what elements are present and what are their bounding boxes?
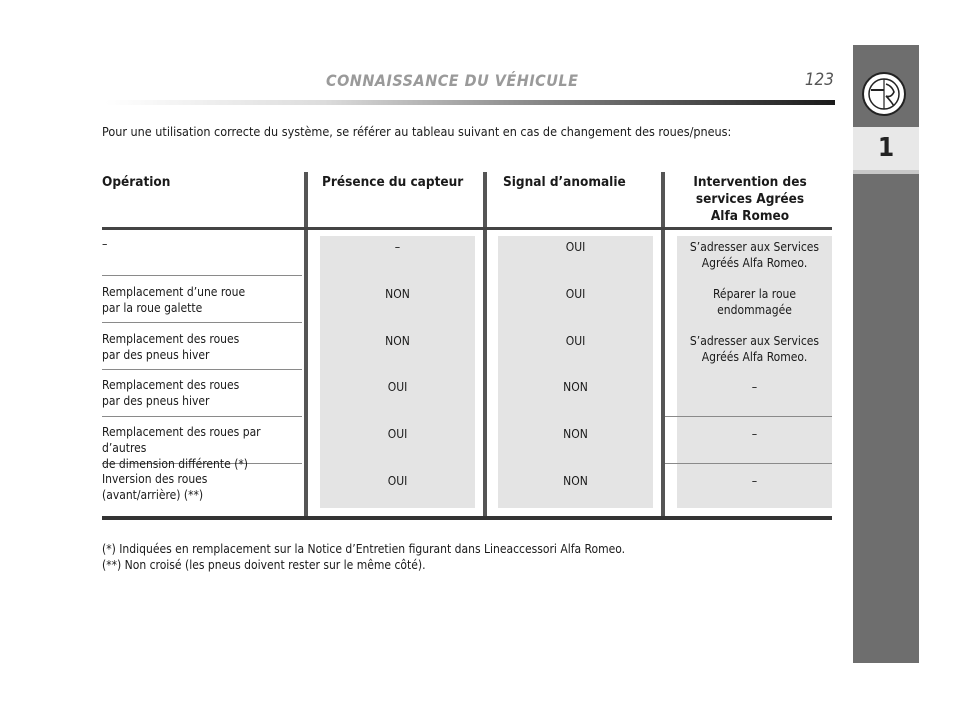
- section-title: CONNAISSANCE DU VÉHICULE: [326, 71, 579, 90]
- table-row-operation: [102, 424, 302, 472]
- table-header-rule: [102, 227, 832, 230]
- capteur-value: OUI: [387, 427, 408, 441]
- column-divider: [661, 172, 665, 516]
- column-divider: [304, 172, 308, 516]
- operation-line: Remplacement des roues par d’autres: [102, 425, 261, 455]
- header-intervention-line: services Agrées: [695, 191, 805, 207]
- table-row-operation: [102, 236, 302, 252]
- intervention-value: [677, 239, 832, 271]
- footnote: (**) Non croisé (les pneus doivent rester sur le même côté).: [102, 558, 426, 572]
- intervention-value: [677, 426, 832, 442]
- capteur-value: OUI: [387, 380, 408, 394]
- capteur-value: OUI: [387, 474, 408, 488]
- intervention-value: [677, 286, 832, 318]
- operation-line: –: [102, 237, 108, 251]
- signal-value: NON: [563, 380, 588, 394]
- capteur-column: [320, 236, 475, 508]
- capteur-value: NON: [385, 287, 410, 301]
- intervention-line: endommagée: [717, 303, 792, 317]
- header-intervention: [680, 174, 820, 225]
- header-rule: [105, 100, 835, 105]
- footnote: (*) Indiquées en remplacement sur la Notice d’Entretien figurant dans Lineaccessori Alfa Romeo.: [102, 542, 626, 556]
- column-divider: [483, 172, 487, 516]
- table-row-operation: [102, 377, 302, 409]
- intervention-value: [677, 473, 832, 489]
- signal-value: NON: [563, 474, 588, 488]
- header-operation: Opération: [102, 174, 171, 190]
- operation-line: Remplacement des roues: [102, 378, 240, 392]
- operation-line: Remplacement d’une roue: [102, 285, 246, 299]
- operation-line: de dimension différente (*): [102, 457, 249, 471]
- intervention-line: S’adresser aux Services: [689, 334, 820, 348]
- table-bottom-rule: [102, 516, 832, 520]
- capteur-value: NON: [385, 334, 410, 348]
- intervention-line: –: [751, 380, 758, 394]
- signal-column: [498, 236, 653, 508]
- operation-line: Remplacement des roues: [102, 332, 240, 346]
- row-divider: [102, 275, 302, 276]
- intervention-line: Agréés Alfa Romeo.: [701, 350, 808, 364]
- intervention-column: [677, 236, 832, 508]
- header-signal: Signal d’anomalie: [503, 174, 626, 190]
- intervention-line: –: [751, 474, 758, 488]
- signal-value: NON: [563, 427, 588, 441]
- alfa-romeo-logo-icon: [860, 70, 908, 118]
- row-divider: [102, 416, 302, 417]
- row-divider: [102, 369, 302, 370]
- table-row-operation: [102, 331, 302, 363]
- page-number: 123: [804, 70, 834, 90]
- intervention-line: Agréés Alfa Romeo.: [701, 256, 808, 270]
- signal-value: OUI: [565, 287, 586, 301]
- row-divider: [665, 463, 832, 464]
- chapter-number: 1: [877, 133, 895, 163]
- operation-line: par des pneus hiver: [102, 394, 210, 408]
- intervention-line: Réparer la roue: [712, 287, 797, 301]
- intervention-line: S’adresser aux Services: [689, 240, 820, 254]
- intervention-value: [677, 379, 832, 395]
- signal-value: OUI: [565, 240, 586, 254]
- operation-line: Inversion des roues: [102, 472, 208, 486]
- header-capteur: Présence du capteur: [322, 174, 464, 190]
- table-row-operation: [102, 284, 302, 316]
- operation-line: par des pneus hiver: [102, 348, 210, 362]
- intervention-line: –: [751, 427, 758, 441]
- row-divider: [665, 416, 832, 417]
- chapter-tab[interactable]: [853, 127, 919, 174]
- table-row-operation: [102, 471, 302, 503]
- signal-value: OUI: [565, 334, 586, 348]
- header-intervention-line: Intervention des: [693, 174, 807, 190]
- header-intervention-line: Alfa Romeo: [710, 208, 790, 224]
- operation-line: (avant/arrière) (**): [102, 488, 204, 502]
- intervention-value: [677, 333, 832, 365]
- operation-line: par la roue galette: [102, 301, 203, 315]
- intro-text: Pour une utilisation correcte du système, se référer au tableau suivant en cas de changement des roues/pneus:: [102, 124, 732, 139]
- row-divider: [102, 322, 302, 323]
- capteur-value: –: [394, 240, 401, 254]
